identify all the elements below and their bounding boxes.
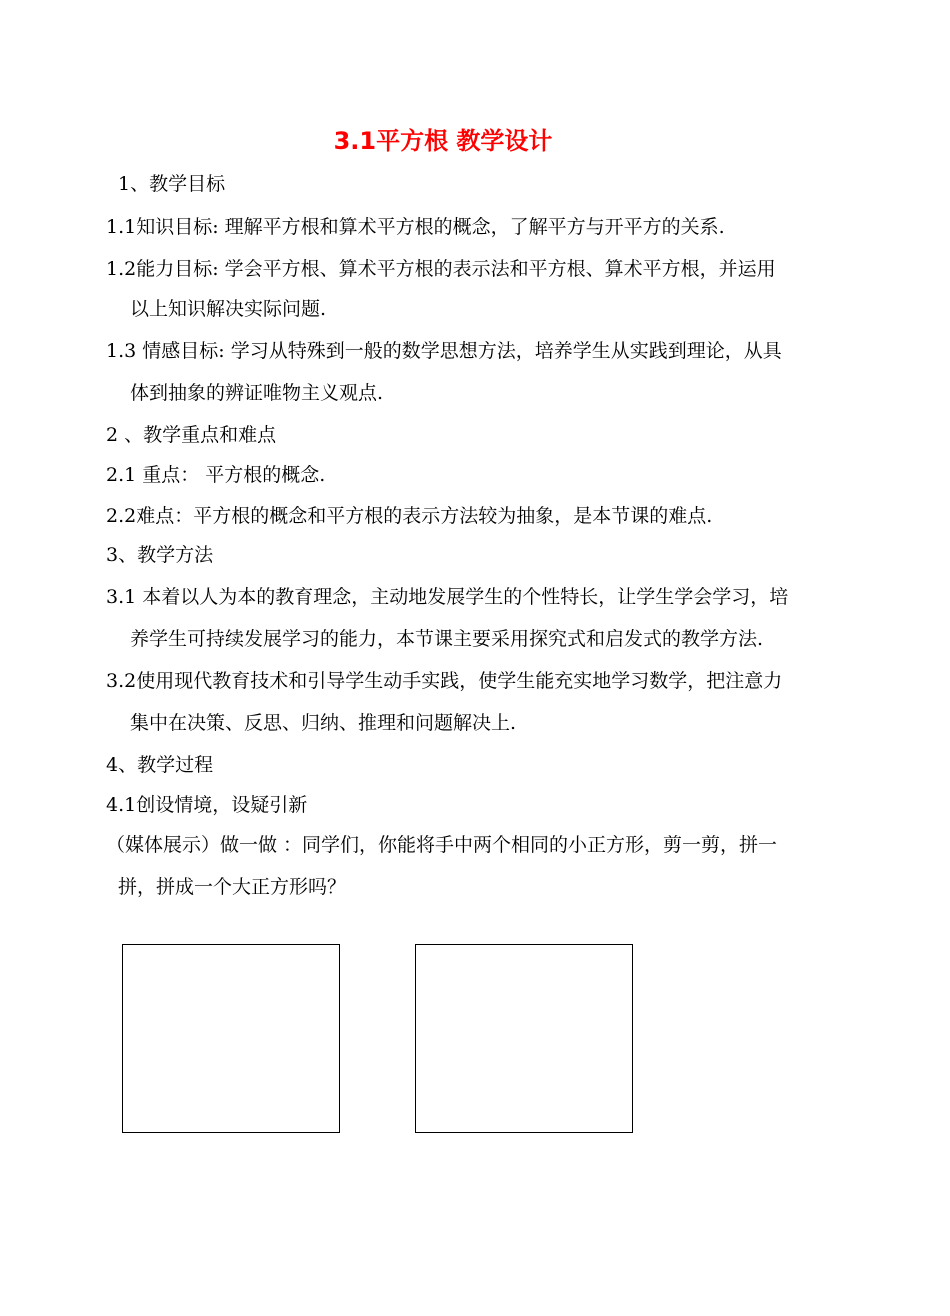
difficult-point: 2.2难点：平方根的概念和平方根的表示方法较为抽象，是本节课的难点. — [106, 505, 713, 527]
heading-key-points: 2 、教学重点和难点 — [106, 424, 277, 446]
goal-knowledge: 1.1知识目标: 理解平方根和算术平方根的概念，了解平方与开平方的关系. — [106, 216, 725, 238]
heading-teaching-method: 3、教学方法 — [106, 544, 214, 566]
goal-emotion-line2: 体到抽象的辨证唯物主义观点. — [130, 382, 384, 404]
heading-teaching-process: 4、教学过程 — [106, 754, 214, 776]
goal-ability-line2: 以上知识解决实际问题. — [130, 298, 327, 320]
small-square-2 — [415, 944, 633, 1133]
process-4-1: 4.1创设情境，设疑引新 — [106, 794, 308, 816]
method-1-line2: 养学生可持续发展学习的能力，本节课主要采用探究式和启发式的教学方法. — [130, 628, 764, 650]
key-point: 2.1 重点： 平方根的概念. — [106, 464, 326, 486]
activity-line1: （媒体展示）做一做 ：同学们，你能将手中两个相同的小正方形，剪一剪，拼一 — [106, 834, 778, 856]
goal-ability-line1: 1.2能力目标: 学会平方根、算术平方根的表示法和平方根、算术平方根，并运用 — [106, 258, 776, 280]
method-2-line2: 集中在决策、反思、归纳、推理和问题解决上. — [130, 712, 517, 734]
method-2-line1: 3.2使用现代教育技术和引导学生动手实践，使学生能充实地学习数学，把注意力 — [106, 670, 783, 692]
small-square-1 — [122, 944, 340, 1133]
method-1-line1: 3.1 本着以人为本的教育理念，主动地发展学生的个性特长，让学生学会学习，培 — [106, 586, 789, 608]
activity-line2: 拼，拼成一个大正方形吗？ — [118, 876, 347, 898]
goal-emotion-line1: 1.3 情感目标: 学习从特殊到一般的数学思想方法，培养学生从实践到理论，从具 — [106, 340, 782, 362]
document-title: 3.1平方根 教学设计 — [333, 127, 553, 155]
heading-teaching-goals: 1、教学目标 — [118, 173, 226, 195]
